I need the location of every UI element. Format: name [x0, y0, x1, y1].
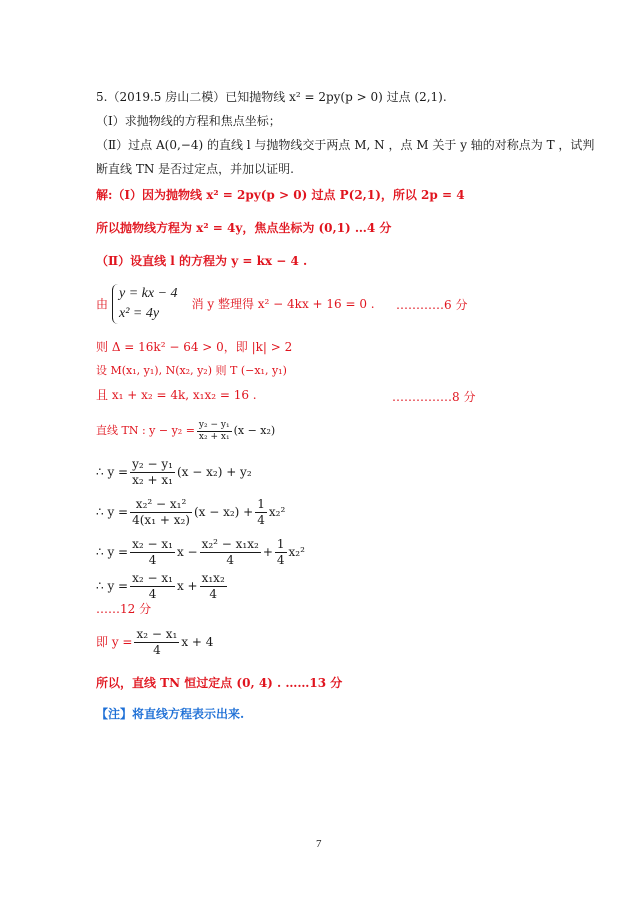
problem-part2-line2: 断直线 TN 是否过定点，并加以证明. — [96, 162, 294, 176]
fraction — [200, 571, 227, 602]
fraction-denominator: 4(x₁ + x₂) — [132, 512, 190, 527]
solution-note: 【注】将直线方程表示出来. — [96, 707, 245, 721]
fraction — [130, 537, 175, 568]
problem-part2-line1: （Ⅱ）过点 A(0,−4) 的直线 l 与抛物线交于两点 M, N ，点 M 关于 y 轴的对称点为 T ，试判 — [96, 138, 595, 152]
conclusion-prefix: 即 y = — [96, 635, 133, 649]
line-tn-label: 直线 TN : y − y₂ = — [96, 424, 195, 437]
fraction-numerator: x₂ − x₁ — [132, 570, 173, 585]
system-equation-2: x² = 4y — [119, 306, 160, 321]
problem-part1: （Ⅰ）求抛物线的方程和焦点坐标； — [96, 114, 281, 128]
solution-step-4 — [96, 282, 375, 326]
fraction-denominator: 4 — [209, 586, 217, 601]
fraction-numerator: x₂ − x₁ — [136, 626, 178, 641]
score-6: …………6 分 — [396, 298, 468, 312]
solution-step-2: 所以抛物线方程为 x² = 4y，焦点坐标为 (0,1) …4 分 — [96, 221, 392, 235]
fraction — [130, 457, 175, 488]
fraction-numerator: x₁x₂ — [201, 570, 225, 585]
fraction-numerator: 1 — [276, 536, 285, 551]
fraction-numerator: x₂ − x₁ — [132, 536, 173, 551]
expression: x₂² — [288, 545, 305, 559]
solution-step-7: 且 x₁ + x₂ = 4k, x₁x₂ = 16 . — [96, 388, 257, 402]
therefore-prefix: ∴ y = — [96, 545, 129, 559]
fraction-denominator: 4 — [276, 552, 285, 567]
expression: (x − x₂) — [233, 424, 276, 437]
fraction-numerator: x₂² − x₁² — [130, 497, 192, 513]
solution-step-10 — [96, 492, 285, 532]
expression: x + 4 — [181, 635, 214, 649]
fraction-denominator: 4 — [153, 642, 161, 657]
solution-conclusion: 所以，直线 TN 恒过定点 (0, 4) . ……13 分 — [96, 676, 343, 690]
fraction-denominator: x₂ + x₁ — [132, 472, 173, 487]
solution-step-5: 则 Δ = 16k² − 64 > 0，即 |k| > 2 — [96, 340, 293, 354]
fraction — [130, 497, 192, 528]
fraction-numerator: y₂ − y₁ — [132, 456, 173, 471]
fraction-denominator: 4 — [148, 552, 157, 567]
fraction — [130, 571, 175, 602]
expression: + — [262, 545, 273, 559]
expression: x₂² — [268, 505, 286, 519]
fraction — [255, 497, 267, 528]
solution-step-14 — [96, 622, 213, 662]
expression: (x − x₂) + — [193, 505, 254, 519]
solution-step-1: 解:（Ⅰ）因为抛物线 x² = 2py(p > 0) 过点 P(2,1)，所以 2p = 4 — [96, 188, 465, 202]
solution-step-3: （Ⅱ）设直线 l 的方程为 y = kx − 4 . — [96, 254, 308, 268]
solution-step-8 — [96, 414, 275, 448]
therefore-prefix: ∴ y = — [96, 505, 129, 519]
solution-step-9 — [96, 454, 252, 490]
expression: x + — [176, 579, 198, 593]
solution-step-6: 设 M(x₁, y₁), N(x₂, y₂) 则 T (−x₁, y₁) — [96, 364, 287, 377]
expression: x − — [176, 545, 198, 559]
page-number: 7 — [316, 838, 322, 850]
fraction-denominator: 4 — [148, 586, 157, 601]
score-8: ……………8 分 — [392, 390, 476, 404]
therefore-prefix: ∴ y = — [96, 465, 129, 479]
fraction-numerator: x₂² − x₁x₂ — [201, 536, 259, 551]
fraction-denominator: x₂ + x₁ — [198, 431, 230, 442]
fraction-denominator: 4 — [257, 512, 265, 527]
problem-header: 5.（2019.5 房山二模）已知抛物线 x² = 2py(p > 0) 过点 (2,1). — [96, 90, 447, 104]
fraction-numerator: y₂ − y₁ — [198, 419, 230, 430]
system-elimination: 消 y 整理得 x² − 4kx + 16 = 0 . — [191, 297, 375, 311]
fraction — [197, 420, 232, 443]
score-12: ……12 分 — [96, 602, 152, 616]
fraction — [200, 537, 261, 568]
equation-system — [112, 284, 178, 324]
expression: (x − x₂) + y₂ — [176, 465, 252, 479]
fraction — [275, 537, 287, 568]
system-equation-1: y = kx − 4 — [119, 286, 178, 301]
fraction-denominator: 4 — [226, 552, 235, 567]
therefore-prefix: ∴ y = — [96, 579, 129, 593]
system-prefix: 由 — [96, 297, 109, 311]
fraction — [134, 627, 179, 658]
fraction-numerator: 1 — [257, 496, 265, 511]
